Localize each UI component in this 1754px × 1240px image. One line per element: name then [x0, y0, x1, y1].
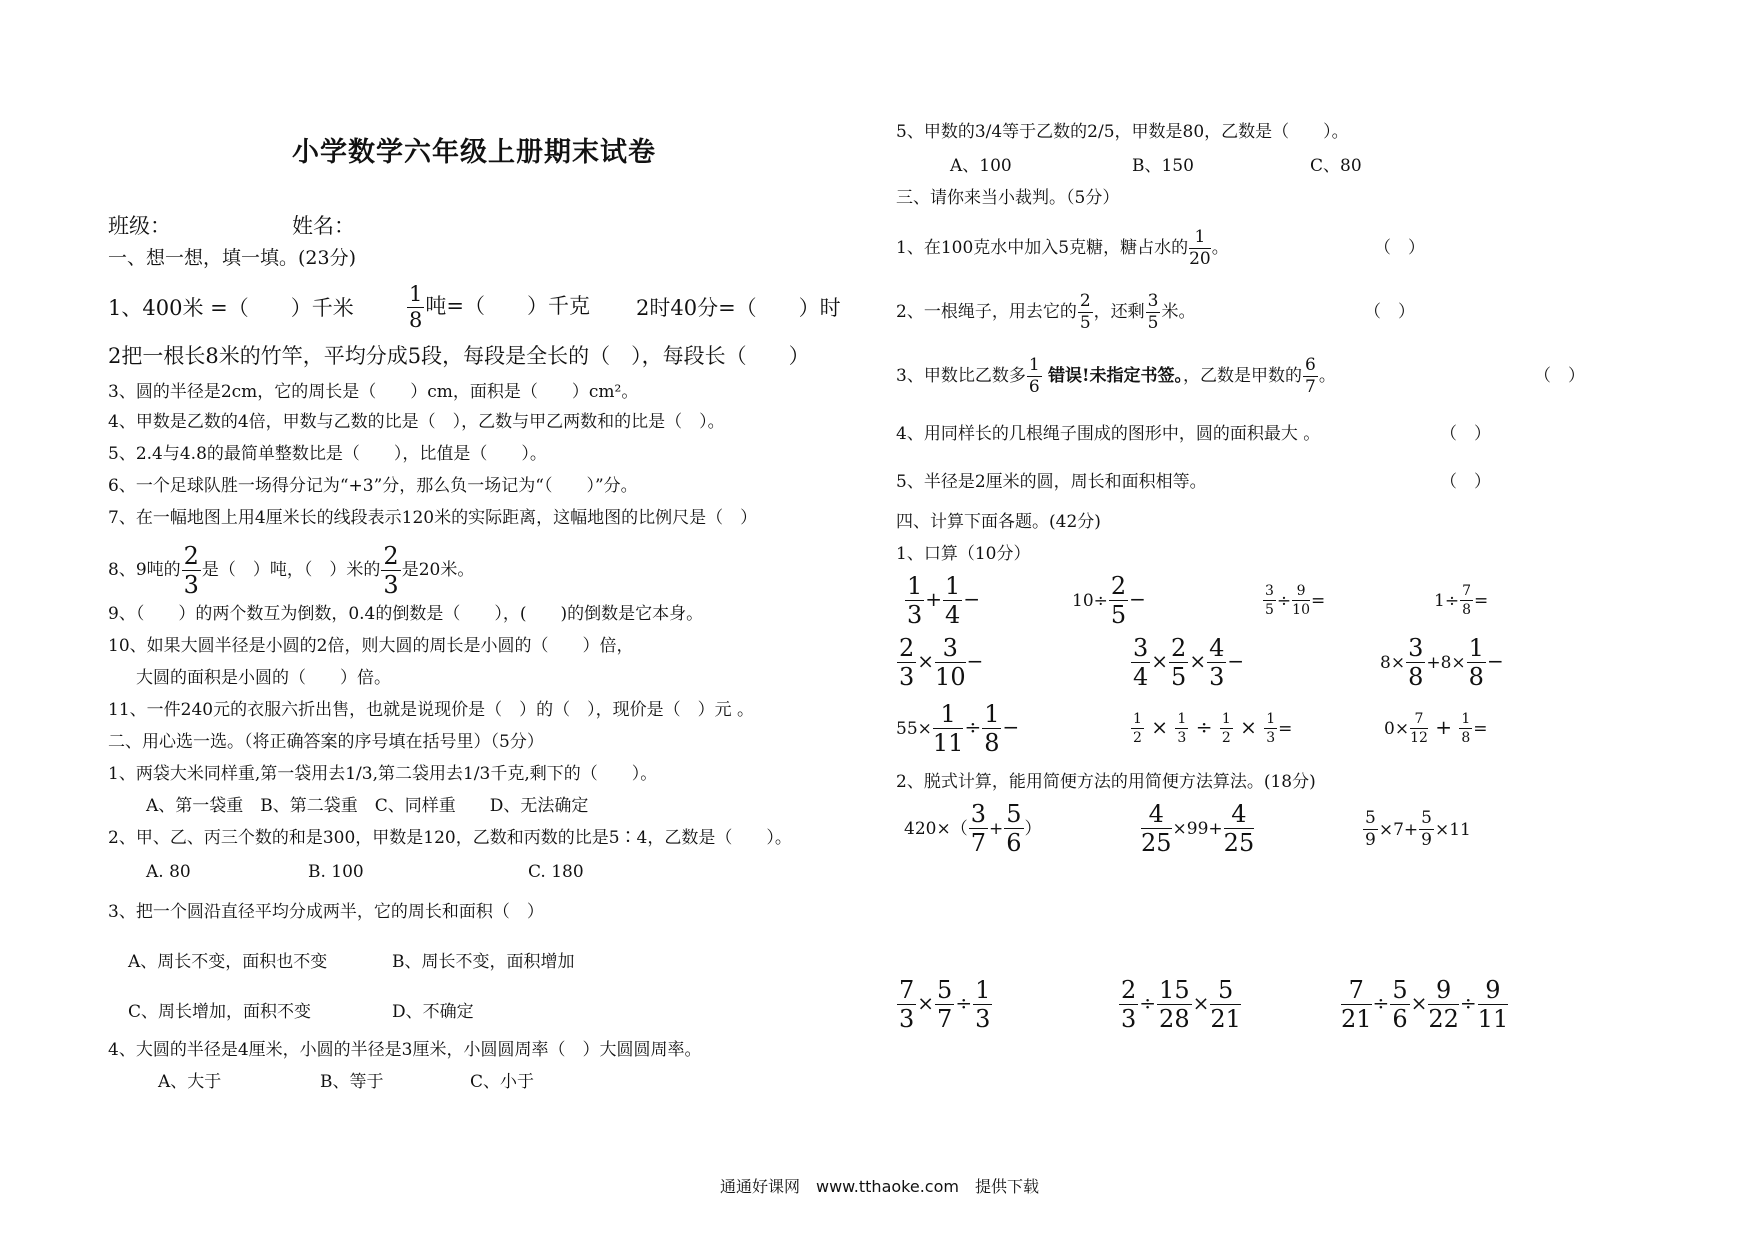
- oral-2: 10÷ $\frac{2}{5}$ −: [1072, 572, 1146, 629]
- judge-1: 1、在100克水中加入5克糖，糖占水的 $\frac{1}{20}$ 。: [896, 227, 1229, 269]
- choice-5: 5、甲数的3/4等于乙数的2/5，甲数是80，乙数是（ ）。: [896, 122, 1349, 142]
- judge-2-paren: （ ）: [1364, 302, 1415, 322]
- choice-4-option-c: C、小于: [470, 1072, 535, 1092]
- choice-4-option-b: B、等于: [320, 1072, 384, 1092]
- fraction: $\frac{2}{3}$: [183, 542, 199, 599]
- question-5: 5、2.4与4.8的最简单整数比是（ ），比值是（ ）。: [108, 444, 547, 464]
- question-1c: 2时40分=（ ）时: [636, 296, 841, 320]
- oral-8: 55× $\frac{1}{11}$ ÷ $\frac{1}{8}$ −: [896, 700, 1020, 757]
- judge-2: 2、一根绳子，用去它的 $\frac{2}{5}$ ，还剩 $\frac{3}{5}$ 米。: [896, 291, 1196, 333]
- question-11: 11、一件240元的衣服六折出售，也就是说现价是（ ）的（ ），现价是（ ）元 。: [108, 700, 754, 720]
- fraction: $\frac{3}{5}$: [1147, 291, 1159, 333]
- oral-4: 1÷ $\frac{7}{8}$ =: [1434, 583, 1489, 618]
- fraction: $\frac{1}{20}$: [1189, 227, 1211, 269]
- question-2: 2把一根长8米的竹竿，平均分成5段，每段是全长的（ ），每段长（ ）: [108, 344, 810, 368]
- choice-3-option-a: A、周长不变，面积也不变: [128, 952, 328, 972]
- judge-4-paren: （ ）: [1440, 424, 1491, 444]
- section-4-heading: 四、计算下面各题。(42分): [896, 512, 1101, 532]
- judge-3-paren: （ ）: [1534, 366, 1585, 386]
- fraction: $\frac{1}{8}$: [409, 282, 423, 332]
- choice-5-option-c: C、80: [1310, 156, 1362, 176]
- oral-5: $\frac{2}{3}$ × $\frac{3}{10}$ −: [899, 634, 984, 691]
- choice-2: 2、甲、乙、丙三个数的和是300，甲数是120，乙数和丙数的比是5∶4，乙数是（ ）。: [108, 828, 792, 848]
- choice-3-option-d: D、不确定: [392, 1002, 474, 1022]
- question-8: 8、9吨的 $\frac{2}{3}$ 是（ ）吨，（ ）米的 $\frac{2}{3}$ 是20米。: [108, 542, 475, 599]
- choice-3: 3、把一个圆沿直径平均分成两半，它的周长和面积（ ）: [108, 902, 544, 922]
- oral-calc-heading: 1、口算（10分）: [896, 544, 1031, 564]
- question-10a: 10、如果大圆半径是小圆的2倍，则大圆的周长是小圆的（ ）倍，: [108, 636, 634, 656]
- judge-3: 3、甲数比乙数多 $\frac{1}{6}$ 错误!未指定书签。，乙数是甲数的 $\frac{6}{7}$ 。: [896, 355, 1336, 397]
- question-4: 4、甲数是乙数的4倍，甲数与乙数的比是（ ），乙数与甲乙两数和的比是（ ）。: [108, 412, 725, 432]
- choice-5-option-b: B、150: [1132, 156, 1194, 176]
- section-1-heading: 一、想一想，填一填。(23分): [108, 247, 357, 269]
- judge-4: 4、用同样长的几根绳子围成的图形中，圆的面积最大 。: [896, 424, 1321, 444]
- question-10b: 大圆的面积是小圆的（ ）倍。: [136, 668, 391, 688]
- choice-4: 4、大圆的半径是4厘米，小圆的半径是3厘米，小圆圆周率（ ）大圆圆周率。: [108, 1040, 702, 1060]
- question-1a: 1、400米 =（ ）千米: [108, 296, 354, 320]
- oral-1: $\frac{1}{3}$ + $\frac{1}{4}$ −: [907, 572, 981, 629]
- step-5: $\frac{2}{3}$ ÷ $\frac{15}{28}$ × $\frac{5}{21}$: [1121, 976, 1241, 1033]
- oral-3: $\frac{3}{5}$ ÷ $\frac{9}{10}$ =: [1265, 583, 1326, 618]
- question-3: 3、圆的半径是2cm，它的周长是（ ）cm，面积是（ ）cm²。: [108, 382, 639, 402]
- question-1b: $\frac{1}{8}$ 吨=（ ）千克: [409, 282, 590, 332]
- step-4: $\frac{7}{3}$ × $\frac{5}{7}$ ÷ $\frac{1}{3}$: [899, 976, 991, 1033]
- step-1: 420×（ $\frac{3}{7}$ + $\frac{5}{6}$ ）: [904, 800, 1042, 857]
- oral-10: 0× $\frac{7}{12}$ + $\frac{1}{8}$ =: [1384, 711, 1488, 746]
- judge-1-paren: （ ）: [1374, 238, 1425, 258]
- judge-5: 5、半径是2厘米的圆，周长和面积相等。: [896, 472, 1207, 492]
- question-6: 6、一个足球队胜一场得分记为“+3”分，那么负一场记为“（ ）”分。: [108, 476, 638, 496]
- choice-2-option-c: C. 180: [528, 862, 584, 882]
- choice-5-option-a: A、100: [950, 156, 1012, 176]
- step-6: $\frac{7}{21}$ ÷ $\frac{5}{6}$ × $\frac{9}{22}$ ÷ $\frac{9}{11}$: [1341, 976, 1509, 1033]
- step-calc-heading: 2、脱式计算，能用简便方法的用简便方法算法。(18分): [896, 772, 1316, 792]
- choice-3-option-c: C、周长增加，面积不变: [128, 1002, 312, 1022]
- page-title: 小学数学六年级上册期末试卷: [292, 137, 656, 168]
- section-3-heading: 三、请你来当小裁判。（5分）: [896, 188, 1120, 208]
- section-2-heading: 二、用心选一选。（将正确答案的序号填在括号里）（5分）: [108, 732, 544, 752]
- fraction: $\frac{1}{6}$: [1028, 355, 1040, 397]
- choice-1: 1、两袋大米同样重,第一袋用去1/3,第二袋用去1/3千克,剩下的（ ）。: [108, 764, 658, 784]
- step-3: $\frac{5}{9}$ ×7+ $\frac{5}{9}$ ×11: [1365, 808, 1471, 850]
- question-7: 7、在一幅地图上用4厘米长的线段表示120米的实际距离，这幅地图的比例尺是（ ）: [108, 508, 758, 528]
- oral-6: $\frac{3}{4}$ × $\frac{2}{5}$ × $\frac{4}{3}$ −: [1133, 634, 1245, 691]
- fraction: $\frac{2}{5}$: [1079, 291, 1091, 333]
- oral-9: $\frac{1}{2}$ × $\frac{1}{3}$ ÷ $\frac{1}{2}$ × $\frac{1}{3}$ =: [1133, 711, 1293, 746]
- choice-1-options: A、第一袋重 B、第二袋重 C、同样重 D、无法确定: [146, 796, 589, 816]
- step-2: $\frac{4}{25}$ ×99+ $\frac{4}{25}$: [1141, 800, 1255, 857]
- choice-2-option-b: B. 100: [308, 862, 364, 882]
- footer-credit: 通通好课网 www.tthaoke.com 提供下载: [720, 1177, 1039, 1196]
- class-label: 班级：: [108, 214, 171, 238]
- choice-2-option-a: A. 80: [146, 862, 191, 882]
- choice-3-option-b: B、周长不变，面积增加: [392, 952, 575, 972]
- oral-7: 8× $\frac{3}{8}$ +8× $\frac{1}{8}$ −: [1380, 634, 1504, 691]
- choice-4-option-a: A、大于: [158, 1072, 222, 1092]
- judge-5-paren: （ ）: [1440, 472, 1491, 492]
- question-9: 9、（ ）的两个数互为倒数，0.4的倒数是（ ），( )的倒数是它本身。: [108, 604, 704, 624]
- fraction: $\frac{6}{7}$: [1305, 355, 1316, 397]
- fraction: $\frac{2}{3}$: [383, 542, 399, 599]
- name-label: 姓名：: [292, 214, 355, 238]
